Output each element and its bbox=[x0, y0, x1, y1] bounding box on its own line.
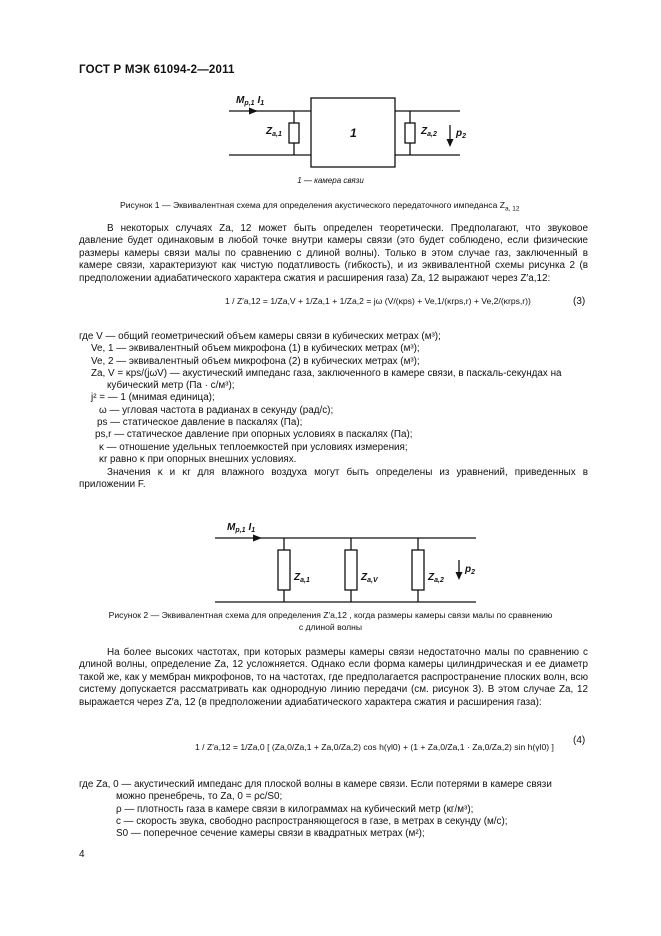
definitions-2 bbox=[79, 779, 588, 840]
equation-3-lhs: 1 / Z′a,12 bbox=[225, 296, 261, 306]
definition-line: Za, V = κps/(jωV) — акустический импеданс газа, заключенного в камере связи, в паскаль-секундах на bbox=[91, 367, 562, 379]
equation-3-rhs: = 1/Za,V + 1/Za,1 + 1/Za,2 = jω (V/(κps) + Ve,1/(κrps,r) + Ve,2/(κrps,r)) bbox=[262, 296, 531, 306]
svg-text:Za,1: $Z_{a,1}$ bbox=[266, 126, 282, 138]
definition-line: j² = — 1 (мнимая единица); bbox=[91, 392, 215, 404]
down-arrow-icon bbox=[456, 572, 463, 580]
svg-text:Za,2: $Z_{a,2}$ bbox=[428, 572, 444, 584]
svg-text:p2: $p_2$ bbox=[465, 564, 476, 576]
svg-text:Za,V: $Z_{a,V}$ bbox=[361, 572, 378, 584]
svg-text:Mp,1I1: $M_{p,1}$ $I_1$ bbox=[236, 95, 265, 107]
figure-1-legend: 1 — камера связи bbox=[297, 176, 364, 185]
document-header: ГОСТ Р МЭК 61094-2—2011 bbox=[79, 64, 235, 76]
figure-1-diagram bbox=[0, 0, 661, 200]
definition-line: Ve, 1 — эквивалентный объем микрофона (1) в кубических метрах (м³); bbox=[91, 343, 420, 355]
definition-line: ω — угловая частота в радианах в секунду (рад/с); bbox=[99, 404, 334, 416]
svg-text:Mp,1I1: $M_{p,1}$ $I_1$ bbox=[227, 522, 256, 534]
svg-text:p2: $p_2$ bbox=[456, 128, 467, 140]
equation-4-rhs: = 1/Za,0 [ (Za,0/Za,1 + Za,0/Za,2) cos h(γl0) + (1 + Za,0/Za,1 · Za,0/Za,2) sin h(γl0) ] bbox=[232, 742, 554, 752]
definition-line: можно пренебречь, то Za, 0 = ρc/S0; bbox=[116, 791, 283, 803]
figure-2-diagram bbox=[0, 510, 661, 610]
svg-text:Za,1: $Z_{a,1}$ bbox=[294, 572, 310, 584]
paragraph-1: В некоторых случаях Za, 12 может быть определен теоретически. Предполагают, что звуковое давление будет одинаковым в любой точке внутри камеры связи (это будет соблюдено, если физические размеры камеры связи малы по сравнению с длиной волны). Только в этом случае газ, заключенный в камере связи, характеризуют как чистую податливость (гибкость), и из эквивалентной схемы рисунка 2 (в предположении адиабатического характера сжатия и расширения газа) Za, 12 выражают через Z′a,12: bbox=[79, 223, 588, 284]
definition-line: ps,r — статическое давление при опорных условиях в паскалях (Па); bbox=[95, 429, 413, 441]
definition-line: где Za, 0 — акустический импеданс для плоской волны в камере связи. Если потерями в камере связи bbox=[79, 779, 552, 790]
definition-line: кубический метр (Па · с/м³); bbox=[107, 380, 235, 392]
equation-4 bbox=[195, 742, 554, 752]
equation-4-lhs: 1 / Z′a,12 bbox=[195, 742, 231, 752]
equation-3 bbox=[225, 296, 531, 306]
flow-arrow-icon bbox=[249, 108, 258, 115]
definition-line: κr равно κ при опорных внешних условиях. bbox=[99, 453, 297, 465]
equation-4-number: (4) bbox=[573, 735, 586, 746]
svg-text:Za,2: $Z_{a,2}$ bbox=[421, 126, 437, 138]
equation-3-number: (3) bbox=[573, 296, 586, 307]
paragraph-3: На более высоких частотах, при которых размеры камеры связи недостаточно малы по сравнению с длиной волны, определение Za, 12 усложняется. Однако если форма камеры цилиндрическая и ее диаметр такой же, как у мембран микрофонов, то на частотах, где предполагается распространение плоских волн, всю систему допускается рассматривать как однородную линию передачи (см. рисунок 3). В этом случае Za, 12 выражается через Z′a, 12 (в предположении адиабатического характера сжатия и расширения газа): bbox=[79, 647, 588, 708]
definition-line: c — скорость звука, свободно распространяющегося в газе, в метрах в секунду (м/с); bbox=[116, 815, 508, 827]
definitions-1 bbox=[79, 331, 588, 466]
flow-arrow-icon bbox=[253, 535, 262, 542]
definition-line: где V — общий геометрический объем камеры связи в кубических метрах (м³); bbox=[79, 331, 441, 342]
definition-line: S0 — поперечное сечение камеры связи в квадратных метрах (м²); bbox=[116, 828, 425, 840]
svg-text:1: 1 bbox=[350, 126, 357, 140]
figure-1-caption: Рисунок 1 — Эквивалентная схема для определения акустического передаточного импеданса $Z_{a, 12}$ bbox=[120, 200, 520, 213]
figure-2-caption: Рисунок 2 — Эквивалентная схема для определения Z′a,12 , когда размеры камеры связи малы по сравнению с длиной волны bbox=[108, 610, 553, 632]
definition-line: Ve, 2 — эквивалентный объем микрофона (2) в кубических метрах (м³); bbox=[91, 355, 420, 367]
definition-line: ρ — плотность газа в камере связи в килограммах на кубический метр (кг/м³); bbox=[116, 803, 474, 815]
page-number: 4 bbox=[79, 849, 85, 860]
paragraph-2: Значения κ и κr для влажного воздуха могут быть определены из уравнений, приведенных в приложении F. bbox=[79, 467, 588, 491]
down-arrow-icon bbox=[447, 139, 454, 147]
definition-line: ps — статическое давление в паскалях (Па); bbox=[97, 417, 303, 429]
definition-line: κ — отношение удельных теплоемкостей при условиях измерения; bbox=[99, 441, 408, 453]
